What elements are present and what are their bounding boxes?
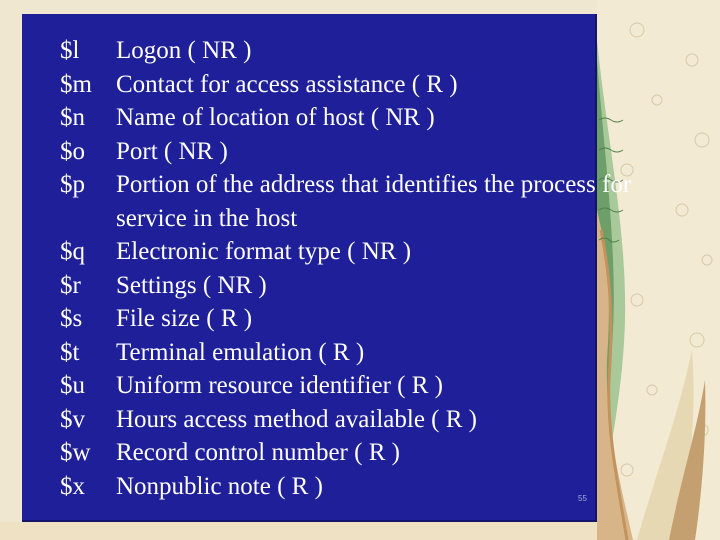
list-item xyxy=(60,68,710,102)
subfield-code: $v xyxy=(60,405,85,433)
list-item xyxy=(60,470,710,504)
list-item xyxy=(60,336,710,370)
list-item xyxy=(60,101,710,135)
subfield-description: Nonpublic note ( R ) xyxy=(116,472,323,500)
list-item xyxy=(60,235,710,269)
subfield-description: Uniform resource identifier ( R ) xyxy=(116,372,443,399)
subfield-code: $s xyxy=(60,305,83,332)
subfield-code: $n xyxy=(60,104,85,131)
subfield-code: $o xyxy=(60,137,85,165)
subfield-description: Portion of the address that identifies the process for xyxy=(116,171,632,198)
list-item xyxy=(60,168,710,202)
subfield-description: Contact for access assistance ( R ) xyxy=(116,70,458,98)
subfield-code: $w xyxy=(60,439,91,466)
list-item xyxy=(60,369,710,403)
slide-frame-left xyxy=(0,0,22,540)
subfield-code xyxy=(60,202,116,236)
subfield-description: Port ( NR ) xyxy=(116,137,228,165)
subfield-description: Record control number ( R ) xyxy=(116,439,400,466)
subfield-description: Electronic format type ( NR ) xyxy=(116,238,412,265)
subfield-description: Logon ( NR ) xyxy=(116,37,252,64)
subfield-description: File size ( R ) xyxy=(116,305,253,332)
subfield-code: $x xyxy=(60,472,85,500)
list-item xyxy=(60,135,710,169)
list-item xyxy=(60,202,710,236)
subfield-description: Terminal emulation ( R ) xyxy=(116,338,365,366)
subfield-description: Hours access method available ( R ) xyxy=(116,405,477,433)
subfield-description: Settings ( NR ) xyxy=(116,271,267,299)
subfield-code: $l xyxy=(60,37,80,64)
subfield-code: $t xyxy=(60,338,80,366)
list-item xyxy=(60,403,710,437)
list-item xyxy=(60,34,710,68)
page-number: 55 xyxy=(578,494,587,503)
list-item xyxy=(60,269,710,303)
list-item xyxy=(60,302,710,336)
subfield-code: $m xyxy=(60,70,92,98)
subfield-code: $p xyxy=(60,171,85,198)
subfield-code: $r xyxy=(60,271,81,299)
subfield-description: Name of location of host ( NR ) xyxy=(116,104,435,131)
subfield-code: $q xyxy=(60,238,85,265)
subfield-code: $u xyxy=(60,372,85,399)
subfield-list xyxy=(60,34,710,503)
subfield-description: service in the host xyxy=(116,204,298,232)
list-item xyxy=(60,436,710,470)
